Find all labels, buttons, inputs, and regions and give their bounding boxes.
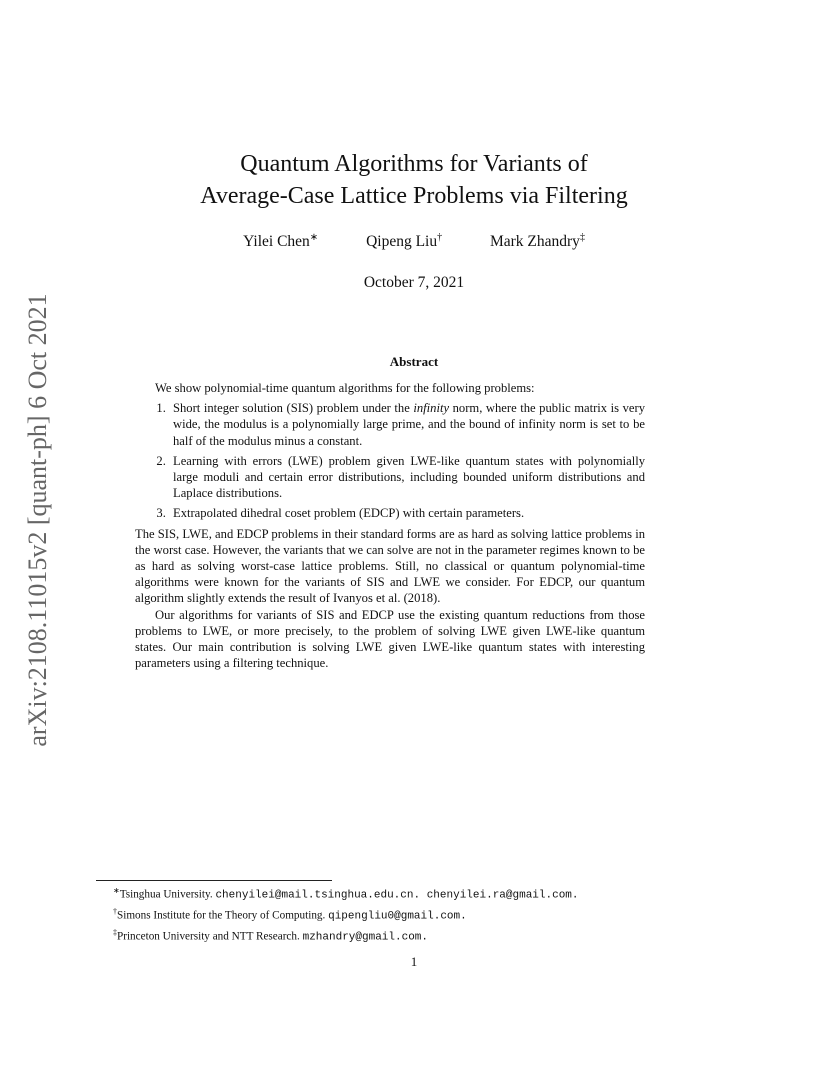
item-text: norm, where the public matrix is very wide, the modulus is a polynomially large prime, and the bound of infinity norm is set to be half of the modulus minus a constant.: [173, 401, 645, 448]
footnote-text: Tsinghua University.: [119, 888, 216, 901]
author-name: Qipeng Liu: [366, 233, 438, 251]
abstract-paragraph-2: Our algorithms for variants of SIS and EDCP use the existing quantum reductions from those problems to LWE, or more precisely, to the problem of solving LWE given LWE-like quantum states. Our main contribution is solving LWE given LWE-like quantum states with interesting parameters using a filtering technique.: [135, 607, 645, 671]
list-item: [169, 453, 645, 502]
footnote-rule: [96, 880, 332, 881]
paper-title: [0, 148, 828, 212]
list-item: [169, 505, 645, 521]
author-mark: ∗: [309, 232, 319, 243]
author-2: [366, 232, 442, 251]
author-3: [490, 232, 585, 251]
footnote-mark: †: [113, 907, 117, 917]
footnote-3: [113, 925, 733, 946]
author-mark: ‡: [579, 232, 585, 243]
title-line-1: Quantum Algorithms for Variants of: [240, 151, 588, 177]
abstract-paragraph-1: The SIS, LWE, and EDCP problems in their standard forms are as hard as solving lattice problems in the worst case. However, the variants that we can solve are not in the parameter regimes known to be as hard as solving worst-case lattice problems. Still, no classical or quantum polynomial-time algorithms were known for the variants of SIS and LWE we consider. For EDCP, our quantum algorithm slightly extends the result of Ivanyos et al. (2018).: [135, 526, 645, 606]
arxiv-stamp-text: arXiv:2108.11015v2 [quant-ph] 6 Oct 2021: [23, 293, 52, 747]
footnote-emails: mzhandry@gmail.com.: [302, 931, 429, 944]
footnote-mark: ‡: [113, 928, 117, 938]
item-text: Extrapolated dihedral coset problem (EDCP) with certain parameters.: [173, 506, 525, 521]
footnotes: [113, 883, 733, 946]
author-name: Mark Zhandry: [489, 233, 580, 251]
author-list: [0, 232, 828, 251]
footnote-text: Simons Institute for the Theory of Computing.: [117, 909, 329, 922]
paper-date: October 7, 2021: [363, 274, 465, 291]
footnote-2: [113, 904, 733, 925]
footnote-emails: chenyilei@mail.tsinghua.edu.cn. chenyilei.ra@gmail.com.: [215, 889, 579, 902]
footnote-mark: ∗: [113, 886, 120, 895]
abstract-heading: Abstract: [389, 354, 439, 369]
abstract-body: [135, 380, 645, 671]
abstract-intro: We show polynomial-time quantum algorithms for the following problems:: [155, 381, 535, 395]
footnote-text: Princeton University and NTT Research.: [117, 930, 303, 943]
arxiv-stamp: [10, 240, 66, 800]
abstract-problem-list: [135, 400, 645, 521]
footnote-1: [113, 883, 733, 904]
title-line-2: Average-Case Lattice Problems via Filtering: [200, 183, 628, 209]
footnote-emails: qipengliu0@gmail.com.: [328, 910, 467, 923]
author-name: Yilei Chen: [243, 233, 310, 251]
page-number: 1: [410, 954, 418, 969]
item-emphasis: infinity: [413, 401, 450, 416]
author-mark: †: [437, 232, 443, 243]
list-item: [169, 400, 645, 449]
author-1: [243, 232, 318, 251]
item-text: Learning with errors (LWE) problem given LWE-like quantum states with polynomially large moduli and certain error distributions, including bounded uniform distributions and Laplace distributions.: [173, 453, 645, 501]
item-text: Short integer solution (SIS) problem under the: [173, 401, 414, 416]
